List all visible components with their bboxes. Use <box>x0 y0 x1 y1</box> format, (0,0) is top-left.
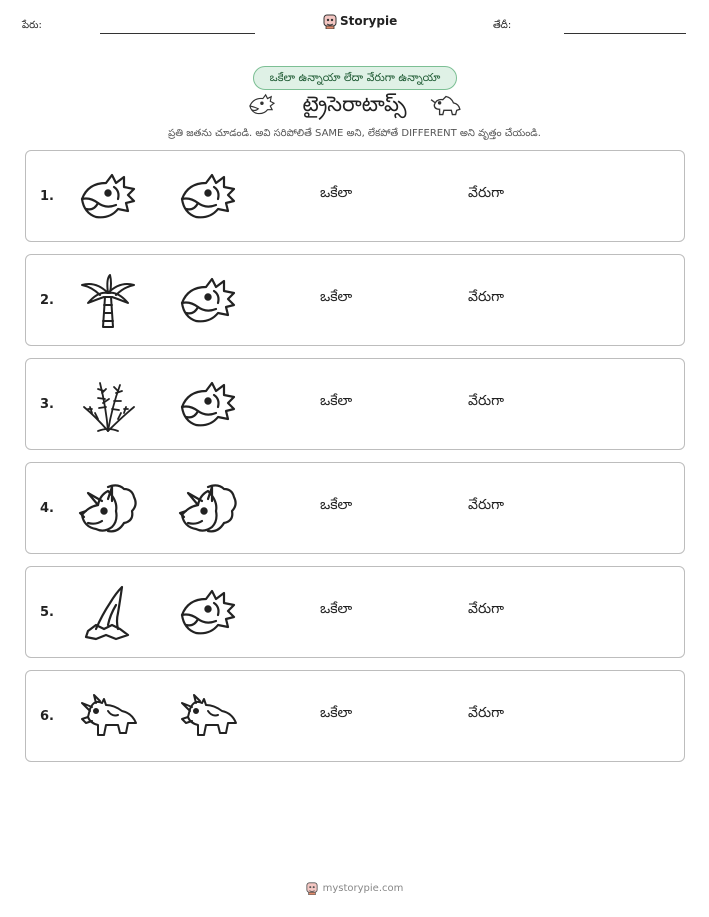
different-option[interactable]: వేరుగా <box>468 393 504 409</box>
question-row <box>25 358 685 450</box>
question-number: 4. <box>40 501 54 516</box>
date-label: తేదీ: <box>493 20 512 31</box>
footer <box>0 881 709 895</box>
footer-url[interactable]: mystorypie.com <box>322 882 404 894</box>
question-number: 5. <box>40 605 54 620</box>
brand-logo <box>323 13 397 29</box>
question-row <box>25 462 685 554</box>
same-option[interactable]: ఒకేలా <box>320 185 353 201</box>
worksheet-header <box>0 0 709 50</box>
question-row <box>25 254 685 346</box>
palm-tree-icon <box>78 273 138 329</box>
category-pill: ఒకేలా ఉన్నాయా లేదా వేరుగా ఉన్నాయా <box>253 66 457 90</box>
dino-skull-profile-icon <box>178 377 238 433</box>
name-line <box>100 33 255 34</box>
name-label: పేరు: <box>22 20 42 31</box>
different-option[interactable]: వేరుగా <box>468 289 504 305</box>
date-line <box>564 33 686 34</box>
triceratops-head-icon <box>78 481 138 537</box>
worksheet-title: ట్రైసెరాటాప్స్ <box>302 92 407 116</box>
question-number: 6. <box>40 709 54 724</box>
different-option[interactable]: వేరుగా <box>468 497 504 513</box>
storypie-mascot-icon <box>306 881 318 895</box>
question-row <box>25 150 685 242</box>
different-option[interactable]: వేరుగా <box>468 185 504 201</box>
horn-icon <box>78 585 138 641</box>
question-number: 2. <box>40 293 54 308</box>
same-option[interactable]: ఒకేలా <box>320 289 353 305</box>
instructions-text: ప్రతి జతను చూడండి. అవి సరిపోలితే SAME అని, లేకపోతే DIFFERENT అని వృత్తం చేయండి. <box>168 128 541 139</box>
storypie-mascot-icon <box>323 13 337 29</box>
question-number: 3. <box>40 397 54 412</box>
same-option[interactable]: ఒకేలా <box>320 393 353 409</box>
same-option[interactable]: ఒకేలా <box>320 497 353 513</box>
question-row <box>25 566 685 658</box>
triceratops-head-icon <box>178 481 238 537</box>
same-option[interactable]: ఒకేలా <box>320 705 353 721</box>
different-option[interactable]: వేరుగా <box>468 601 504 617</box>
different-option[interactable]: వేరుగా <box>468 705 504 721</box>
dino-skull-profile-icon <box>178 585 238 641</box>
dino-skull-profile-icon <box>178 169 238 225</box>
triceratops-body-icon <box>78 689 138 745</box>
question-row <box>25 670 685 762</box>
fern-plant-icon <box>78 377 138 433</box>
triceratops-body-icon <box>178 689 238 745</box>
dino-skull-profile-icon <box>178 273 238 329</box>
same-option[interactable]: ఒకేలా <box>320 601 353 617</box>
dino-skull-profile-icon <box>78 169 138 225</box>
question-number: 1. <box>40 189 54 204</box>
triceratops-icon <box>430 93 462 117</box>
brand-name: Storypie <box>340 14 398 28</box>
